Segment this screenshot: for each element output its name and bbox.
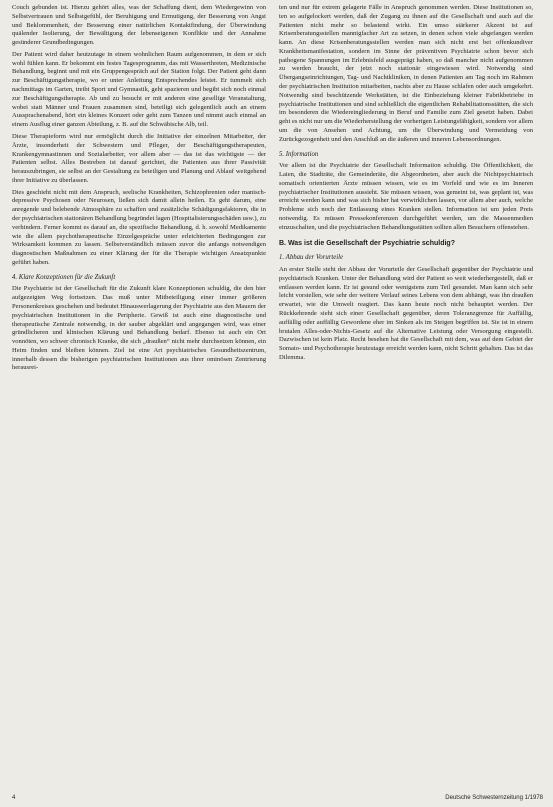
right-column bbox=[279, 4, 533, 366]
part-heading: B. Was ist die Gesellschaft der Psychiatrie schuldig? bbox=[279, 239, 455, 247]
section-heading: 1. Abbau der Vorurteile bbox=[279, 254, 344, 262]
paragraph: Couch gebunden ist. Hierzu gehört alles, was der Schaffung dient, dem Wiedergewinn von Selbstvertrauen und Selbstgefühl, der Beruhigung und Ermutigung, der Besserung von Angst und Beklommenheit, der Besserung einer natürlichen Kontaktfindung, der Überwindung quälender Isolierung, der Bewältigung der lebenseigenen Konflikte und der Annahme gesünderer Grundbedingungen. bbox=[12, 4, 266, 47]
paragraph: Vor allem ist die Psychiatrie der Gesellschaft Information schuldig. Die Öffentlichkeit, die Laien, die Stadträte, die Gemeinderäte, die Abgeordneten, aber auch die Nichtpsychiatrisch somatisch orientierten Ärzte müssen wissen, wie es im Vorfeld und wie es im Inneren psychiatrischer Institutionen aussieht. Sie müssen wissen, was gemeint ist, was geplant ist, was erreicht werden kann und was sich bisher hat verwirklichen lassen, vor allem aber auch, welche Probleme sich noch der Entlassung eines Kranken stellen. Information ist um jeden Preis notwendig. Es müssen Pressekonferenzen durchgeführt werden, um die Massenmedien einzuschalten, und die psychiatrischen Behandlungsstätten sollten allen Besuchern offenstehen. bbox=[279, 162, 533, 231]
page-footer bbox=[12, 795, 543, 801]
page-number: 4 bbox=[12, 795, 16, 801]
publication-name: Deutsche Schwesternzeitung 1/1978 bbox=[445, 795, 543, 801]
paragraph: ten und nur für extrem gelagerte Fälle in Anspruch genommen werden. Diese Institutionen so, ten so aufgelockert werden, daß der Zugang zu ihnen auf die Gesellschaft und auch auf die Patienten nicht mehr so belastend wirkt. Ein umso stärkerer Akzent ist auf Krisenberatungsstellen mannigfacher Art zu setzen, in denen schon viele abgefangen werden kann. An diese Krisenberatungsstellen werden man sich nicht erst bei offenkundiver Krankheitsmanifestation, sondern im Sinne der präventiven Psychiatrie schon bevor sich pathogene Spannungen im Erlebnisfeld ausgeprägt haben, so daß mancher nicht aufgenommen zu werden braucht, der jetzt noch stationär eingewiesen wird. Notwendig sind Übergangseinrichtungen, Tag- und Nachtkliniken, in denen Patienten am Tag noch im Rahmen der psychiatrischen Institution mitarbeiten, nachts aber zu Hause schlafen oder auch umgekehrt. Notwendig sind beschützende Werkstätten, ist die Einbeziehung kleiner Fabrikbetriebe in psychiatrische Institutionen und sind schließlich die eigentlichen Rehabilitationsstätten, die sich im besonderen die Wiedereingliederung in Beruf und Familie zum Ziel gesetzt haben. Dabei geht es nicht nur um die Wiederherstellung der vorherigen Leistungsfähigkeit, sondern vor allem um die von Ansehen und Achtung, um die Überwindung und Vermeidung von Zurückgezogenheit und den Anschluß an die äußeren und inneren Lebensordnungen. bbox=[279, 4, 533, 143]
paragraph: An erster Stelle steht der Abbau der Vorurteile der Gesellschaft gegenüber der Psychiatrie und psychiatrisch Kranken. Unter der Behandlung wird der Patient so weit wiederhergestellt, daß er entlassen werden kann. Er ist gesund oder wenigstens zum Teil gesundet. Man kann sich sehr leicht vorstellen, wie sehr der weitere Verlauf seines Lebens von dem abhängt, was ihn draußen erwartet, wie die Umwelt reagiert. Das kann heute noch nicht behauptet werden. Der Rückkehrende sieht sich einer Gesellschaft gegenüber, deren Toleranzgrenze für Auffällig, auffällig oder auffällig Gewordene eher im Sinken als im Steigen begriffen ist. Sie ist in einem brutalen Alles-oder-Nichts-Gesetz auf die Alternative Leistung oder Versorgung eingestellt. Dazwischen ist kein Platz. Recht besehen hat die Gesellschaft mit dem, was auf dem Gebiet der Somato- und Psychotherapie heutzutage erreicht werden kann, nicht Schritt gehalten. Das ist das Dilemma. bbox=[279, 266, 533, 361]
section-heading: 5. Information bbox=[279, 150, 319, 158]
paragraph: Dies geschieht nicht mit dem Anspruch, seelische Krankheiten, Schizophrenien oder manisch-depressive Psychosen oder Neurosen, ließen sich damit allein heilen. Es geht darum, eine anregende und belebende Atmosphäre zu schaffen und zusätzliche Schädigungsfaktoren, die in der psychiatrischen stationären Behandlung begründet lagen (Hospitalisierungsschäden usw.), zu verhindern. Ferner kommt es darauf an, die spezifische Behandlung, d. h. sowohl Medikamente wie die allem psychotherapeutische Einzelgespräche unter erleichterten Bedingungen zur Wirksamkeit kommen zu lassen. Selbstverständlich müssen zuvor die anfangs notwendigen diagnostischen Maßnahmen zu einer Klärung der für die Therapie wichtigen Ansatzpunkte geführt haben. bbox=[12, 188, 266, 266]
section-heading: 4. Klare Konzeptionen für die Zukunft bbox=[12, 273, 116, 281]
two-column-body bbox=[12, 4, 543, 376]
paragraph: Diese Therapieform wird nur ermöglicht durch die Initiative der einzelnen Mitarbeiter, der Ärzte, insonderheit der Schwestern und Pfleger, der Beschäftigungstherapeuten, Krankengymnastinnen und Sozialarbeiter, vor allem aber — das ist das wichtigste — der Patienten selbst. Alles Bestreben ist darauf gerichtet, die Patienten aus ihrer Passivität herauszubringen, sie selbst an der Gestaltung zu beteiligen und Planung und Ablauf weitgehend ihrer Initiative zu überlassen. bbox=[12, 132, 266, 184]
paragraph: Die Psychiatrie ist der Gesellschaft für die Zukunft klare Konzeptionen schuldig, die den hier aufgezeigten Weg fortsetzen. Das muß unter Mitbeteiligung einer immer größeren Personenkreises geschehen und bedeutet Hinauswerlagerung der Psychiatrie aus den Mauern der psychiatrischen Institutionen in die Peripherie. Gewiß ist auch eine diagnostische und therapeutische Zentrale notwendig, in der sauber abgeklärt und angegangen wird, was einer gründlicheren und klinischen Klärung und Behandlung bedarf. Ebenso ist auch ein Ort vonnöten, wo schwer chronisch Kranke, die sich „draußen“ nicht mehr durchsetzen können, ein Heim finden und bleiben können. Ziel ist eine Art psychiatrisches Gesundheitszentrum, innerhalb dessen die bisherigen psychiatrischen Institutionen aus ihrer ominösen Zentrierung herausrei- bbox=[12, 285, 266, 372]
left-column bbox=[12, 4, 266, 376]
paragraph: Der Patient wird daher heutzutage in einem wohnlichen Raum aufgenommen, in dem er sich wohl fühlen kann. Er bekommt ein festes Tagesprogramm, das mit Wasserthreten, Medizinische Behandlung, beginnt und mit ein Gruppengespräch auf der Station folgt. Der Patient geht dann zur Beschäftigungstherapie, wo er unter Anleitung Entsprechendes leistet. Er tummelt sich nachmittags im Garten, treibt Sport und Gymnastik, geht spazieren und begibt sich noch einmal zur Beschäftigungstherapie. Ab und zu besucht er mit anderen eine gesellige Veranstaltung, wobei statt Männer und Frauen zusammen sind, beteiligt sich gelegentlich auch an einem Aussprachenabend, hört ein kleines Konzert oder geht zum Tanzen und nimmt auch einmal an einem Ausflug einer ganzen Abteilung, z. B. auf die Schwäbische Alb, teil. bbox=[12, 50, 266, 129]
